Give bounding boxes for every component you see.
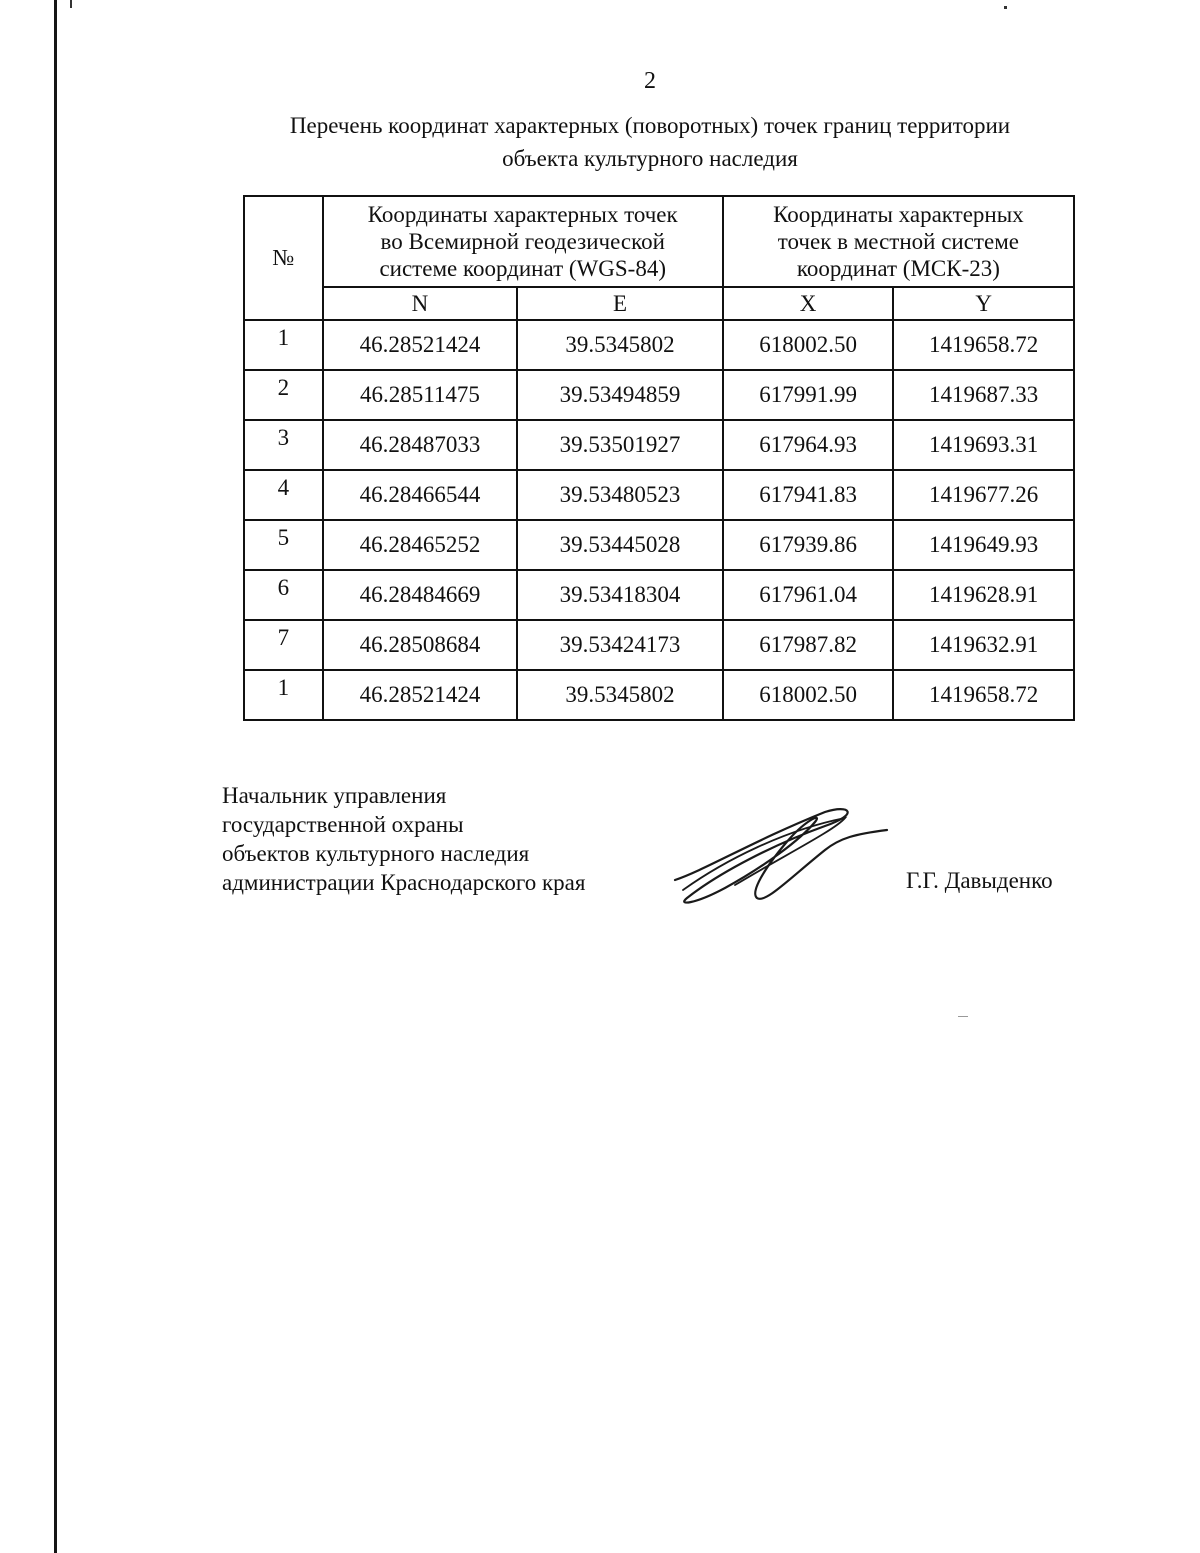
title-line-2: объекта культурного наследия: [502, 146, 798, 171]
column-header-e: E: [517, 287, 723, 320]
cell-x: 617991.99: [723, 370, 894, 420]
point-number: 1: [244, 320, 323, 370]
header-wgs84-line-1: Координаты характерных точек: [367, 202, 678, 227]
cell-e: 39.53480523: [517, 470, 723, 520]
cell-x: 618002.50: [723, 670, 894, 720]
page-number: 2: [644, 68, 656, 94]
header-msk23-line-2: точек в местной системе: [777, 229, 1019, 254]
header-wgs84: [323, 196, 723, 287]
cell-y: 1419693.31: [893, 420, 1074, 470]
header-msk23: [723, 196, 1074, 287]
cell-y: 1419677.26: [893, 470, 1074, 520]
cell-e: 39.53418304: [517, 570, 723, 620]
cell-x: 617961.04: [723, 570, 894, 620]
position-line-3: объектов культурного наследия: [222, 841, 530, 866]
header-msk23-line-1: Координаты характерных: [773, 202, 1024, 227]
signatory-position: [222, 781, 585, 897]
cell-y: 1419649.93: [893, 520, 1074, 570]
cell-x: 617939.86: [723, 520, 894, 570]
cell-y: 1419658.72: [893, 320, 1074, 370]
table-row: [244, 420, 1074, 470]
column-header-n: N: [323, 287, 518, 320]
cell-n: 46.28465252: [323, 520, 518, 570]
point-number: 5: [244, 520, 323, 570]
scan-artifact: [70, 0, 72, 8]
cell-n: 46.28521424: [323, 320, 518, 370]
cell-e: 39.53424173: [517, 620, 723, 670]
handwritten-signature: [665, 800, 895, 910]
position-line-1: Начальник управления: [222, 783, 447, 808]
header-number: №: [244, 196, 323, 320]
cell-x: 617987.82: [723, 620, 894, 670]
table-row: [244, 470, 1074, 520]
point-number: 4: [244, 470, 323, 520]
header-msk23-line-3: координат (МСК-23): [796, 256, 1000, 281]
cell-y: 1419687.33: [893, 370, 1074, 420]
cell-n: 46.28484669: [323, 570, 518, 620]
point-number: 2: [244, 370, 323, 420]
cell-y: 1419658.72: [893, 670, 1074, 720]
cell-x: 617964.93: [723, 420, 894, 470]
column-header-x: X: [723, 287, 894, 320]
cell-e: 39.53494859: [517, 370, 723, 420]
signer-name: Г.Г. Давыденко: [906, 868, 1053, 893]
point-number: 6: [244, 570, 323, 620]
cell-y: 1419628.91: [893, 570, 1074, 620]
cell-x: 617941.83: [723, 470, 894, 520]
point-number: 3: [244, 420, 323, 470]
cell-n: 46.28508684: [323, 620, 518, 670]
cell-x: 618002.50: [723, 320, 894, 370]
cell-e: 39.5345802: [517, 670, 723, 720]
cell-n: 46.28511475: [323, 370, 518, 420]
cell-e: 39.53501927: [517, 420, 723, 470]
coordinates-table: [243, 195, 1075, 721]
cell-n: 46.28466544: [323, 470, 518, 520]
point-number: 1: [244, 670, 323, 720]
table-row: [244, 670, 1074, 720]
cell-n: 46.28521424: [323, 670, 518, 720]
table-row: [244, 320, 1074, 370]
binding-edge-line: [54, 0, 57, 1553]
cell-n: 46.28487033: [323, 420, 518, 470]
table-row: [244, 570, 1074, 620]
position-line-2: государственной охраны: [222, 812, 464, 837]
scan-artifact: [958, 1016, 968, 1017]
position-line-4: администрации Краснодарского края: [222, 870, 586, 895]
document-title: [240, 109, 1060, 175]
cell-e: 39.53445028: [517, 520, 723, 570]
title-line-1: Перечень координат характерных (поворотных) точек границ территории: [289, 113, 1011, 138]
table-row: [244, 370, 1074, 420]
table-row: [244, 620, 1074, 670]
header-wgs84-line-3: системе координат (WGS-84): [379, 256, 666, 281]
table-row: [244, 520, 1074, 570]
cell-y: 1419632.91: [893, 620, 1074, 670]
column-header-y: Y: [893, 287, 1074, 320]
scan-artifact: [1004, 6, 1007, 9]
header-wgs84-line-2: во Всемирной геодезической: [380, 229, 665, 254]
cell-e: 39.5345802: [517, 320, 723, 370]
point-number: 7: [244, 620, 323, 670]
